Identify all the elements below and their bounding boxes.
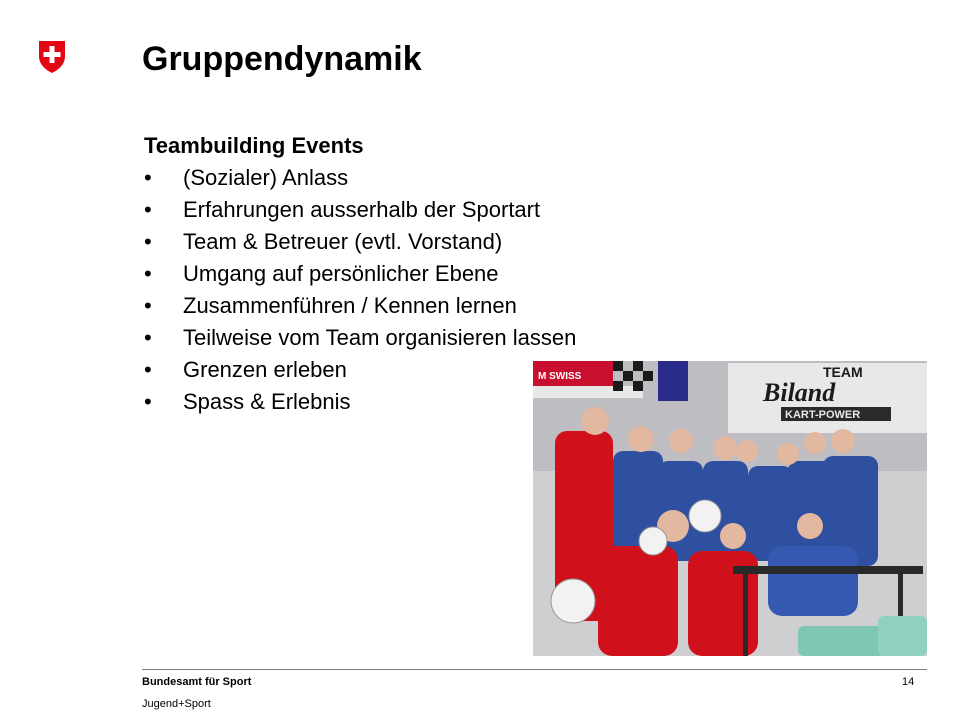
bullet-text: Teilweise vom Team organisieren lassen bbox=[183, 325, 577, 350]
bullet-dot: • bbox=[144, 165, 152, 190]
bullet-text: Umgang auf persönlicher Ebene bbox=[183, 261, 499, 286]
bullet-dot: • bbox=[144, 229, 152, 254]
bullet-dot: • bbox=[144, 261, 152, 286]
bullet-item bbox=[144, 322, 576, 354]
wall-text: M SWISS bbox=[538, 371, 582, 382]
team-photo bbox=[533, 361, 927, 656]
bullet-text: Zusammenführen / Kennen lernen bbox=[183, 293, 517, 318]
bullet-item bbox=[144, 386, 576, 418]
footer-divider bbox=[142, 669, 927, 670]
bullet-text: Erfahrungen ausserhalb der Sportart bbox=[183, 197, 541, 222]
footer-program: Jugend+Sport bbox=[142, 698, 211, 710]
bullet-item bbox=[144, 226, 576, 258]
bullet-dot: • bbox=[144, 325, 152, 350]
banner-text-kartpower: KART-POWER bbox=[785, 409, 861, 421]
bullet-item bbox=[144, 290, 576, 322]
banner-text-team: TEAM bbox=[823, 364, 863, 380]
bullet-item bbox=[144, 194, 576, 226]
slide-title: Gruppendynamik bbox=[142, 40, 422, 78]
bullet-item bbox=[144, 258, 576, 290]
bullet-text: (Sozialer) Anlass bbox=[183, 165, 349, 190]
footer-organization: Bundesamt für Sport bbox=[142, 676, 252, 688]
page-number: 14 bbox=[902, 676, 915, 688]
bullet-text: Team & Betreuer (evtl. Vorstand) bbox=[183, 229, 503, 254]
bullet-dot: • bbox=[144, 293, 152, 318]
bullet-text: Spass & Erlebnis bbox=[183, 389, 351, 414]
section-heading: Teambuilding Events bbox=[144, 133, 364, 158]
banner-text-biland: Biland bbox=[763, 378, 836, 407]
bullet-text: Grenzen erleben bbox=[183, 357, 347, 382]
bullet-dot: • bbox=[144, 197, 152, 222]
bullet-dot: • bbox=[144, 357, 152, 382]
bullet-item bbox=[144, 354, 576, 386]
bullet-list bbox=[144, 162, 576, 418]
team-photo-illustration bbox=[533, 361, 927, 656]
swiss-cross-shield-icon bbox=[38, 40, 66, 74]
slide-content bbox=[144, 130, 576, 418]
bullet-dot: • bbox=[144, 389, 152, 414]
bullet-item bbox=[144, 162, 576, 194]
